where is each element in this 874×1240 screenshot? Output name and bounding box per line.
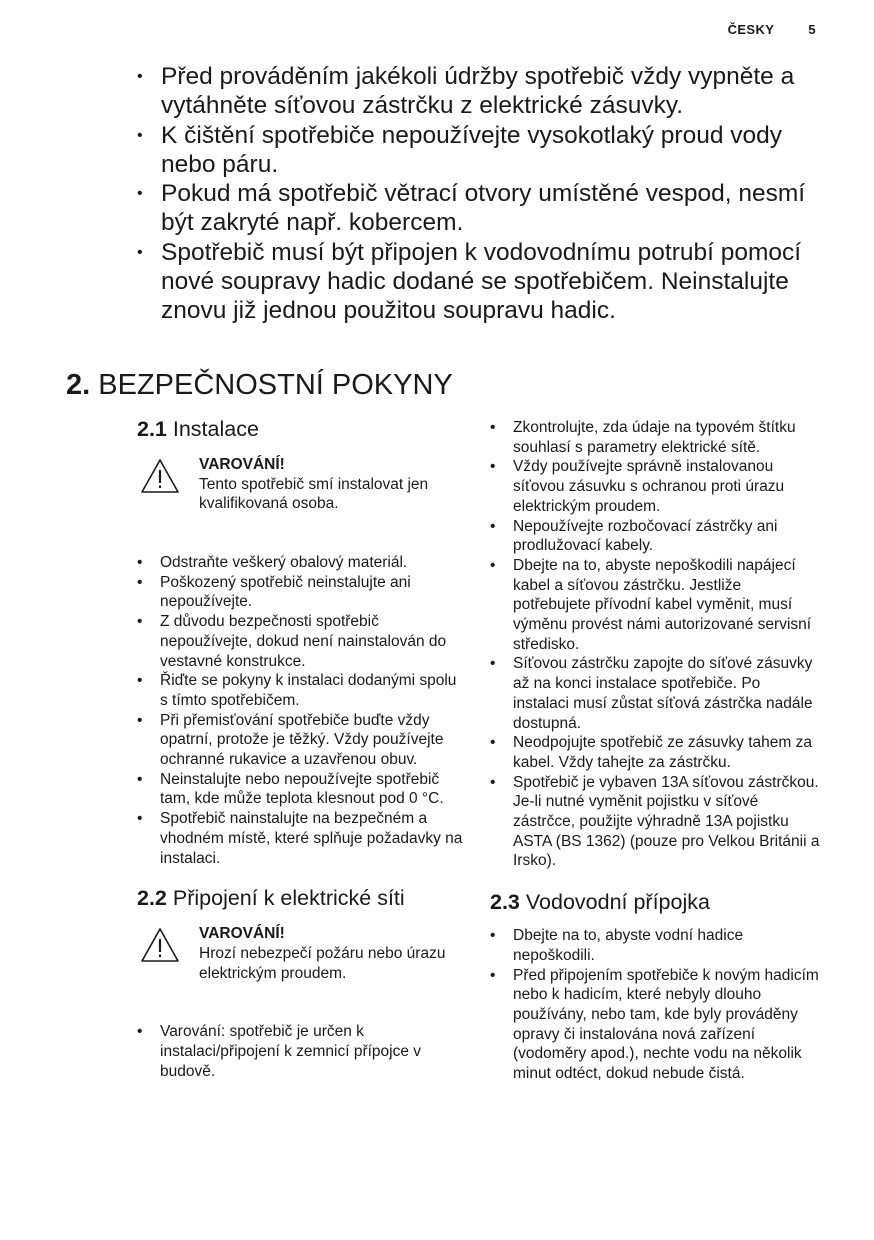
list-item: • Vždy používejte správně instalovanou síťovou zásuvku s ochranou proti úrazu elektrickým proudem. [490,457,820,516]
page-number: 5 [808,22,816,37]
warning-box [137,924,467,1006]
warning-text [199,455,467,514]
list-item: • Spotřebič musí být připojen k vodovodnímu potrubí pomocí nové soupravy hadic dodané se spotřebičem. Neinstalujte znovu již jednou použitou soupravu hadic. [137,238,837,326]
list-item: • Před prováděním jakékoli údržby spotřebič vždy vypněte a vytáhněte síťovou zástrčku z elektrické zásuvky. [137,62,837,121]
warning-text [199,924,467,983]
heading-number: 2.2 [137,886,167,911]
list-item: • Při přemisťování spotřebiče buďte vždy opatrní, protože je těžký. Vždy používejte ochranné rukavice a uzavřenou obuv. [137,711,467,770]
list-item: • K čištění spotřebiče nepoužívejte vysokotlaký proud vody nebo páru. [137,121,837,180]
water-heading [490,889,820,915]
left-column [137,416,467,1081]
section-title [66,366,453,404]
list-item: • Varování: spotřebič je určen k instalaci/připojení k zemnicí přípojce v budově. [137,1022,467,1081]
list-item: • Z důvodu bezpečnosti spotřebič nepoužívejte, dokud není nainstalován do vestavné konstrukce. [137,612,467,671]
section-number: 2. [66,369,91,401]
list-item: • Řiďte se pokyny k instalaci dodanými spolu s tímto spotřebičem. [137,671,467,710]
list-item: • Pokud má spotřebič větrací otvory umístěné vespod, nesmí být zakryté např. kobercem. [137,179,837,238]
list-item: • Poškozený spotřebič neinstalujte ani nepoužívejte. [137,573,467,612]
warning-title: VAROVÁNÍ! [199,456,285,473]
warning-triangle-icon [140,927,180,963]
list-item: • Neodpojujte spotřebič ze zásuvky tahem za kabel. Vždy tahejte za zástrčku. [490,733,820,772]
section-title-text: BEZPEČNOSTNÍ POKYNY [98,369,453,401]
page-header [728,22,816,37]
list-item: • Síťovou zástrčku zapojte do síťové zásuvky až na konci instalace spotřebiče. Po instalaci musí zůstat síťová zástrčka nadále dostupná. [490,654,820,733]
installation-list [137,553,467,868]
language-label: ČESKY [727,22,775,37]
list-item: • Odstraňte veškerý obalový materiál. [137,553,467,573]
warning-box [137,455,467,537]
heading-text: Instalace [172,417,259,441]
list-item: • Dbejte na to, abyste vodní hadice nepoškodili. [490,926,820,965]
list-item: • Neinstalujte nebo nepoužívejte spotřebič tam, kde může teplota klesnout pod 0 °C. [137,770,467,809]
intro-safety-list [137,62,837,326]
electrical-list [137,1022,467,1081]
list-item: • Nepoužívejte rozbočovací zástrčky ani prodlužovací kabely. [490,517,820,556]
list-item: • Před připojením spotřebiče k novým hadicím nebo k hadicím, které nebyly dlouho používány, nebo tam, kde byly prováděny opravy či instalována nová zařízení (vodoměry apod.), nechte vodu na několik minut odtéct, dokud nebude čistá. [490,966,820,1084]
water-list [490,926,820,1084]
warning-triangle-icon [140,458,180,494]
list-item: • Spotřebič je vybaven 13A síťovou zástrčkou. Je-li nutné vyměnit pojistku v síťové zástrčce, použijte výhradně 13A pojistku ASTA (BS 1362) (pouze pro Velkou Británii a Irsko). [490,773,820,872]
heading-number: 2.3 [490,890,520,915]
electrical-list-continued [490,418,820,871]
heading-text: Vodovodní přípojka [525,890,710,915]
warning-body: Hrozí nebezpečí požáru nebo úrazu elektrickým proudem. [199,944,446,982]
warning-body: Tento spotřebič smí instalovat jen kvalifikovaná osoba. [199,475,429,513]
list-item: • Zkontrolujte, zda údaje na typovém štítku souhlasí s parametry elektrické sítě. [490,418,820,457]
electrical-heading [137,885,467,911]
heading-number: 2.1 [137,417,167,441]
list-item: • Dbejte na to, abyste nepoškodili napájecí kabel a síťovou zástrčku. Jestliže potřebujete přívodní kabel vyměnit, musí výměnu provést námi autorizované servisní středisko. [490,556,820,655]
list-item: • Spotřebič nainstalujte na bezpečném a vhodném místě, které splňuje požadavky na instalaci. [137,809,467,868]
warning-title: VAROVÁNÍ! [199,925,285,943]
right-column [490,418,820,1084]
heading-text: Připojení k elektrické síti [172,886,405,911]
installation-heading [137,416,467,442]
